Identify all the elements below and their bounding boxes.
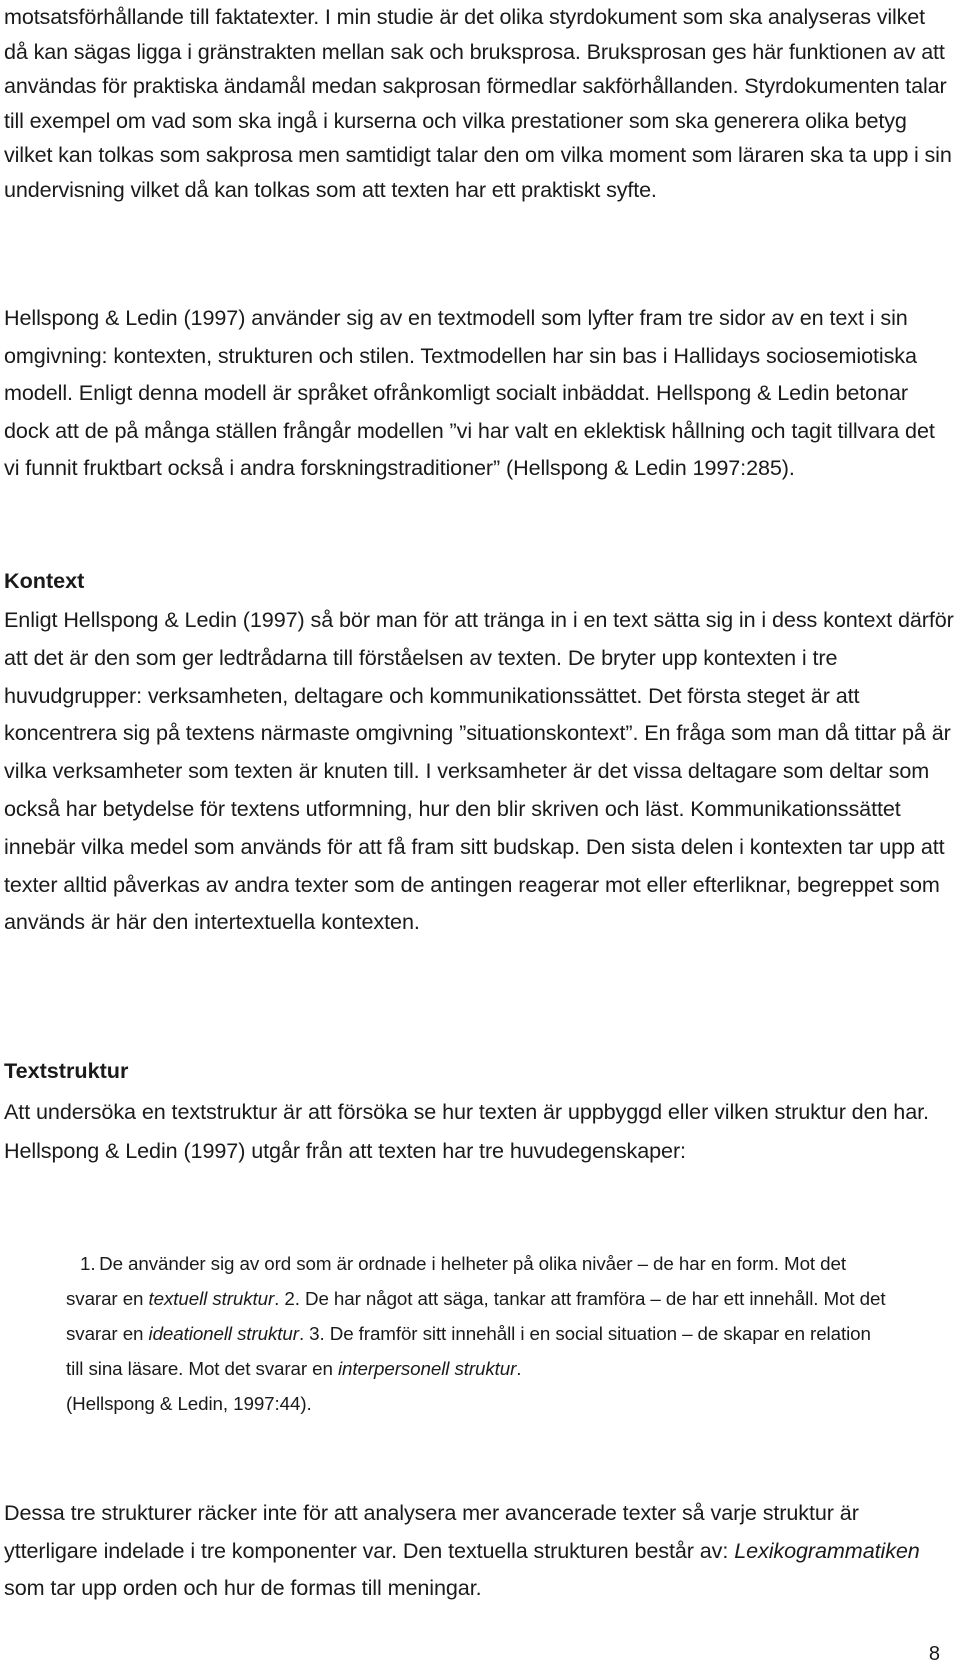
list-text: . 2. De har något att säga, tankar att framföra – de har ett innehåll. Mot det svarar en [66,1288,886,1344]
numbered-list [66,1246,886,1421]
list-term: ideationell struktur [148,1323,299,1344]
paragraph-kontext: Enligt Hellspong & Ledin (1997) så bör man för att tränga in i en text sätta sig in i dess kontext därför att det är den som ger ledtrådarna till förståelsen av texten. De bryter upp kontexten i tre huvudgrupper: verksamheten, deltagare och kommunikationssättet. Det första steget är att koncentrera sig på textens närmaste omgivning ”situationskontext”. En fråga som man då tittar på är vilka verksamheter som texten är knuten till. I verksamheter är det vissa deltagare som deltar som också har betydelse för textens utformning, hur den blir skriven och läst. Kommunikationssättet innebär vilka medel som används för att få fram sitt budskap. Den sista delen i kontexten tar upp att texter alltid påverkas av andra texter som de antingen reagerar mot eller efterliknar, begreppet som används är här den intertextuella kontexten. [4,607,954,935]
heading-kontext: Kontext [4,568,85,593]
paragraph-term: Lexikogrammatiken [734,1537,920,1563]
list-citation: (Hellspong & Ledin, 1997:44). [66,1393,312,1414]
list-text: . 3. De framför sitt innehåll i en social situation – de skapar en relation till sina läsare. Mot det svarar en [66,1323,871,1379]
list-text: . [516,1358,522,1379]
list-text: De använder sig av ord som är ordnade i helheter på olika nivåer – de har en form. Mot det svarar en [66,1253,846,1309]
paragraph-textmodel: Hellspong & Ledin (1997) använder sig av en textmodell som lyfter fram tre sidor av en text i sin omgivning: kontexten, strukturen och stilen. Textmodellen har sin bas i Hallidays sociosemiotiska modell. Enligt denna modell är språket ofrånkomligt socialt inbäddat. Hellspong & Ledin betonar dock att de på många ställen frångår modellen ”vi har valt en eklektisk hållning och tagit tillvara det vi funnit fruktbart också i andra forskningstraditioner” (Hellspong & Ledin 1997:285). [4,305,935,481]
paragraph-structures [4,1494,954,1607]
list-term: textuell struktur [148,1288,275,1309]
heading-textstruktur: Textstruktur [4,1058,129,1083]
list-number: 1. [80,1253,96,1274]
paragraph-intro: motsatsförhållande till faktatexter. I min studie är det olika styrdokument som ska analyseras vilket då kan sägas ligga i gränstrakten mellan sak och bruksprosa. Bruksprosan ges här funktionen av att användas för praktiska ändamål medan sakprosan förmedlar sakförhållanden. Styrdokumenten talar till exempel om vad som ska ingå i kurserna och vilka prestationer som ska generera olika betyg vilket kan tolkas som sakprosa men samtidigt talar den om vilka moment som läraren ska ta upp i sin undervisning vilket då kan tolkas som att texten har ett praktiskt syfte. [4,4,952,202]
page-number: 8 [928,1643,940,1665]
list-term: interpersonell struktur [337,1358,517,1379]
paragraph-textstruktur: Att undersöka en textstruktur är att försöka se hur texten är uppbyggd eller vilken struktur den har. Hellspong & Ledin (1997) utgår från att texten har tre huvudegenskaper: [4,1099,929,1163]
paragraph-text: som tar upp orden och hur de formas till meningar. [4,1575,482,1600]
paragraph-text: Dessa tre strukturer räcker inte för att analysera mer avancerade texter så varje struktur är ytterligare indelade i tre komponenter var. Den textuella strukturen består av: [4,1500,859,1563]
